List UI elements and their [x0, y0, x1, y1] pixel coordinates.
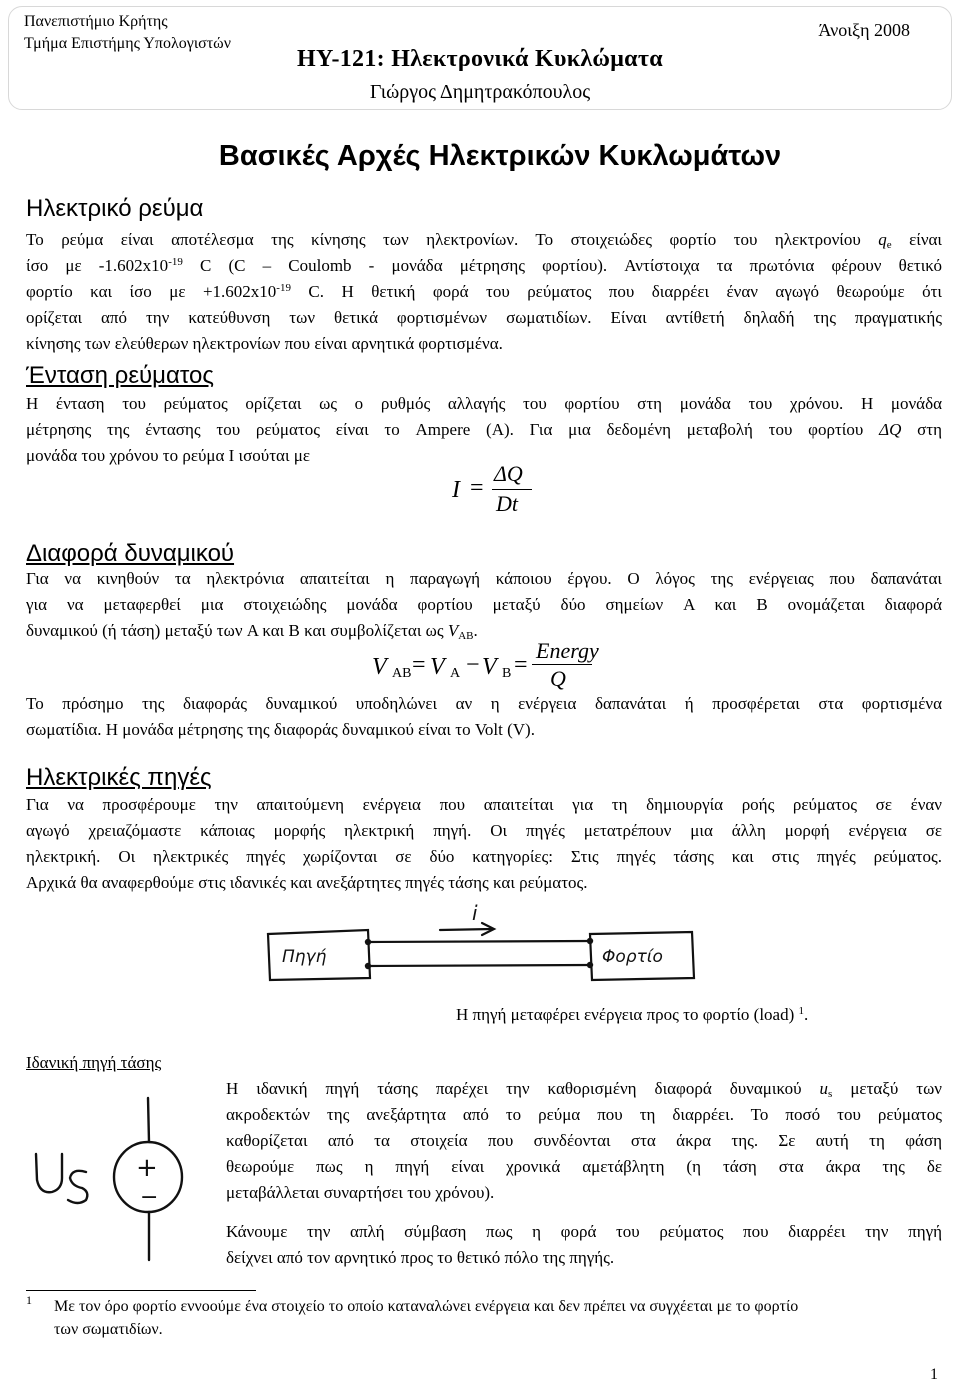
text-line: σωματίδια. Η μονάδα μέτρησης της διαφοράς δυναμικού είναι το Volt (V). — [26, 720, 535, 739]
page-number: 1 — [930, 1366, 938, 1383]
text-line: Για να κινηθούν τα ηλεκτρόνια απαιτείται η παραγωγή κάποιου έργου. Ο λόγος της ενέργειας που δαπανάται — [26, 569, 942, 588]
paragraph-electric-current — [26, 227, 942, 357]
formula-denominator: Dt — [496, 491, 518, 516]
wire-bottom — [368, 965, 590, 966]
source-label: Us — [28, 1106, 30, 1107]
formula-v: V — [372, 654, 387, 680]
formula-equals: = — [470, 475, 484, 501]
footnote-text — [54, 1295, 942, 1341]
minus-sign: − — [140, 1185, 159, 1210]
text-line: μονάδα του χρόνου το ρεύμα I ισούται με — [26, 446, 311, 465]
header-semester: Άνοιξη 2008 — [818, 20, 910, 40]
text-line: Το πρόσημο της διαφοράς δυναμικού υποδηλώνει αν η ενέργεια δαπανάται ή προσφέρεται στα φορτισμένα — [26, 694, 942, 713]
text-line: Η ιδανική πηγή τάσης παρέχει την καθορισμένη διαφορά δυναμικού $u_s$ μεταξύ των — [226, 1079, 942, 1100]
text-line: καθορίζεται από τα στοιχεία που συνδέονται στα άκρα της. Σε αυτή τη φάση — [226, 1131, 942, 1150]
header-department: Τμήμα Επιστήμης Υπολογιστών — [24, 35, 231, 52]
text-line: Αρχικά θα αναφερθούμε στις ιδανικές και ανεξάρτητες πηγές τάσης και ρεύματος. — [26, 873, 588, 892]
source-load-circuit-sketch — [260, 896, 700, 998]
text-line: Κάνουμε την απλή σύμβαση πως η φορά του ρεύματος που διαρρέει την πηγή — [226, 1222, 942, 1241]
figure-caption: Η πηγή μεταφέρει ενέργεια προς το φορτίο (load) $^1$. — [456, 1005, 809, 1024]
formula-va: V — [430, 654, 445, 680]
formula-current — [448, 461, 548, 529]
formula-sub-ab: AB — [392, 666, 412, 681]
text-line: Για να προσφέρουμε την απαιτούμενη ενέργεια που απαιτείται για τη δημιουργία ροής ρεύματος σε έναν — [26, 795, 942, 814]
footnote-line: Με τον όρο φορτίο εννοούμε ένα στοιχείο το οποίο καταναλώνει ενέργεια και δεν πρέπει να συγχέεται με το φορτίο — [54, 1298, 799, 1315]
source-label: Πηγή — [282, 947, 327, 967]
formula-numerator: ΔQ — [494, 461, 523, 486]
text-line: ορίζεται από την κατεύθυνση των θετικά φορτισμένων σωματιδίων. Είναι αντίθετή δηλαδή της πραγματικής — [26, 308, 942, 327]
footnote-rule — [26, 1290, 256, 1291]
text-line: κίνησης των ελεύθερων ηλεκτρονίων που είναι αρνητικά φορτισμένα. — [26, 334, 503, 353]
paragraph-electric-sources — [26, 792, 942, 896]
terminal-dot — [365, 939, 371, 945]
formula-numerator: Energy — [536, 638, 599, 663]
text-line: ακροδεκτών της ανεξάρτητα από το ρεύμα που τη διαρρέει. Το ποσό του ρεύματος — [226, 1105, 942, 1124]
header-author: Γιώργος Δημητρακόπουλος — [369, 81, 591, 103]
document-title: Βασικές Αρχές Ηλεκτρικών Κυκλωμάτων — [218, 140, 782, 172]
wire-top — [368, 941, 590, 942]
section-heading-potential-difference: Διαφορά δυναμικού — [26, 540, 235, 567]
terminal-dot — [365, 963, 371, 969]
wire-top — [148, 1098, 149, 1142]
text-line: μεταβάλλεται συναρτήσει του χρόνου). — [226, 1183, 495, 1202]
text-line: μέτρησης της έντασης του ρεύματος είναι το Ampere (A). Για μια δεδομένη μεταβολή του φορτίου ΔQ στη — [26, 420, 942, 439]
paragraph-potential-sign — [26, 691, 942, 743]
header-course-title: ΗΥ-121: Ηλεκτρονικά Κυκλώματα — [297, 46, 663, 72]
text-line: αγωγό χρειαζόμαστε κάποιας μορφής ηλεκτρική πηγή. Οι πηγές μετατρέπουν μια άλλη μορφή ενέργεια σε — [26, 821, 942, 840]
text-line: ηλεκτρική. Οι ηλεκτρικές πηγές χωρίζονται σε δύο κατηγορίες: Στις πηγές τάσης και στις πηγές ρεύματος. — [26, 847, 942, 866]
text-line: για να μεταφερθεί μια στοιχειώδης μονάδα φορτίου μεταξύ δύο σημείων A και B ονομάζεται διαφορά — [26, 595, 942, 614]
load-label: Φορτίο — [602, 947, 663, 967]
text-line: Η ένταση του ρεύματος ορίζεται ως ο ρυθμός αλλαγής του φορτίου στη μονάδα του χρόνου. Η μονάδα — [26, 394, 942, 413]
formula-denominator: Q — [550, 666, 566, 691]
header-university: Πανεπιστήμιο Κρήτης — [24, 13, 168, 30]
text-line: φορτίο και ίσο $\mu\varepsilon +1.602x10^{-19}$ C. Η θετική φορά του ρεύματος που διαρρέει έναν αγωγό θεωρούμε ότι — [26, 282, 942, 301]
footnote-number: 1 — [26, 1293, 32, 1307]
formula-sub-a: A — [450, 666, 461, 681]
section-heading-electric-current: Ηλεκτρικό ρεύμα — [26, 195, 204, 222]
terminal-dot — [587, 938, 593, 944]
section-heading-electric-sources: Ηλεκτρικές πηγές — [26, 764, 212, 791]
text-line: δυναμικού (ή τάση) μεταξύ των A και B και συμβολίζεται ως $V_{AB}$. — [26, 621, 478, 642]
formula-equals: = — [412, 652, 426, 678]
plus-sign: + — [136, 1153, 158, 1183]
terminal-dot — [587, 962, 593, 968]
formula-equals: = — [514, 652, 528, 678]
formula-vb: V — [482, 654, 497, 680]
label-s-stroke — [68, 1171, 87, 1203]
text-line: Το ρεύμα είναι αποτέλεσμα της κίνησης των ηλεκτρονίων. Το στοιχειώδες φορτίο του ηλεκτρονίου $q_e$ είναι — [26, 230, 942, 251]
text-line: ίσο με $-1.602x10^{-19}$ C (C – Coulomb - μονάδα μέτρησης φορτίου). Αντίστοιχα τα πρωτόνια φέρουν θετικό — [26, 256, 942, 275]
paragraph-ideal-voltage-source — [226, 1076, 942, 1206]
ideal-voltage-source-sketch — [28, 1094, 198, 1264]
paragraph-potential-difference — [26, 566, 942, 644]
section-heading-current-intensity: Ένταση ρεύματος — [26, 362, 214, 389]
formula-minus: − — [466, 652, 480, 678]
text-line: δείχνει από τον αρνητικό προς το θετικό πόλο της πηγής. — [226, 1248, 615, 1267]
footnote-line: των σωματιδίων. — [54, 1321, 163, 1338]
current-label: i — [472, 901, 478, 925]
text-line: θεωρούμε πως η πηγή είναι χρονικά αμετάβλητη (η τάση στα άκρα της δε — [226, 1157, 942, 1176]
formula-sub-b: B — [502, 666, 512, 681]
subsection-heading-ideal-voltage-source: Ιδανική πηγή τάσης — [26, 1053, 162, 1072]
arrow-icon — [440, 929, 492, 930]
paragraph-current-convention — [226, 1219, 942, 1271]
paragraph-current-intensity — [26, 391, 942, 469]
formula-lhs: I — [452, 477, 460, 503]
label-u-stroke — [36, 1154, 62, 1192]
